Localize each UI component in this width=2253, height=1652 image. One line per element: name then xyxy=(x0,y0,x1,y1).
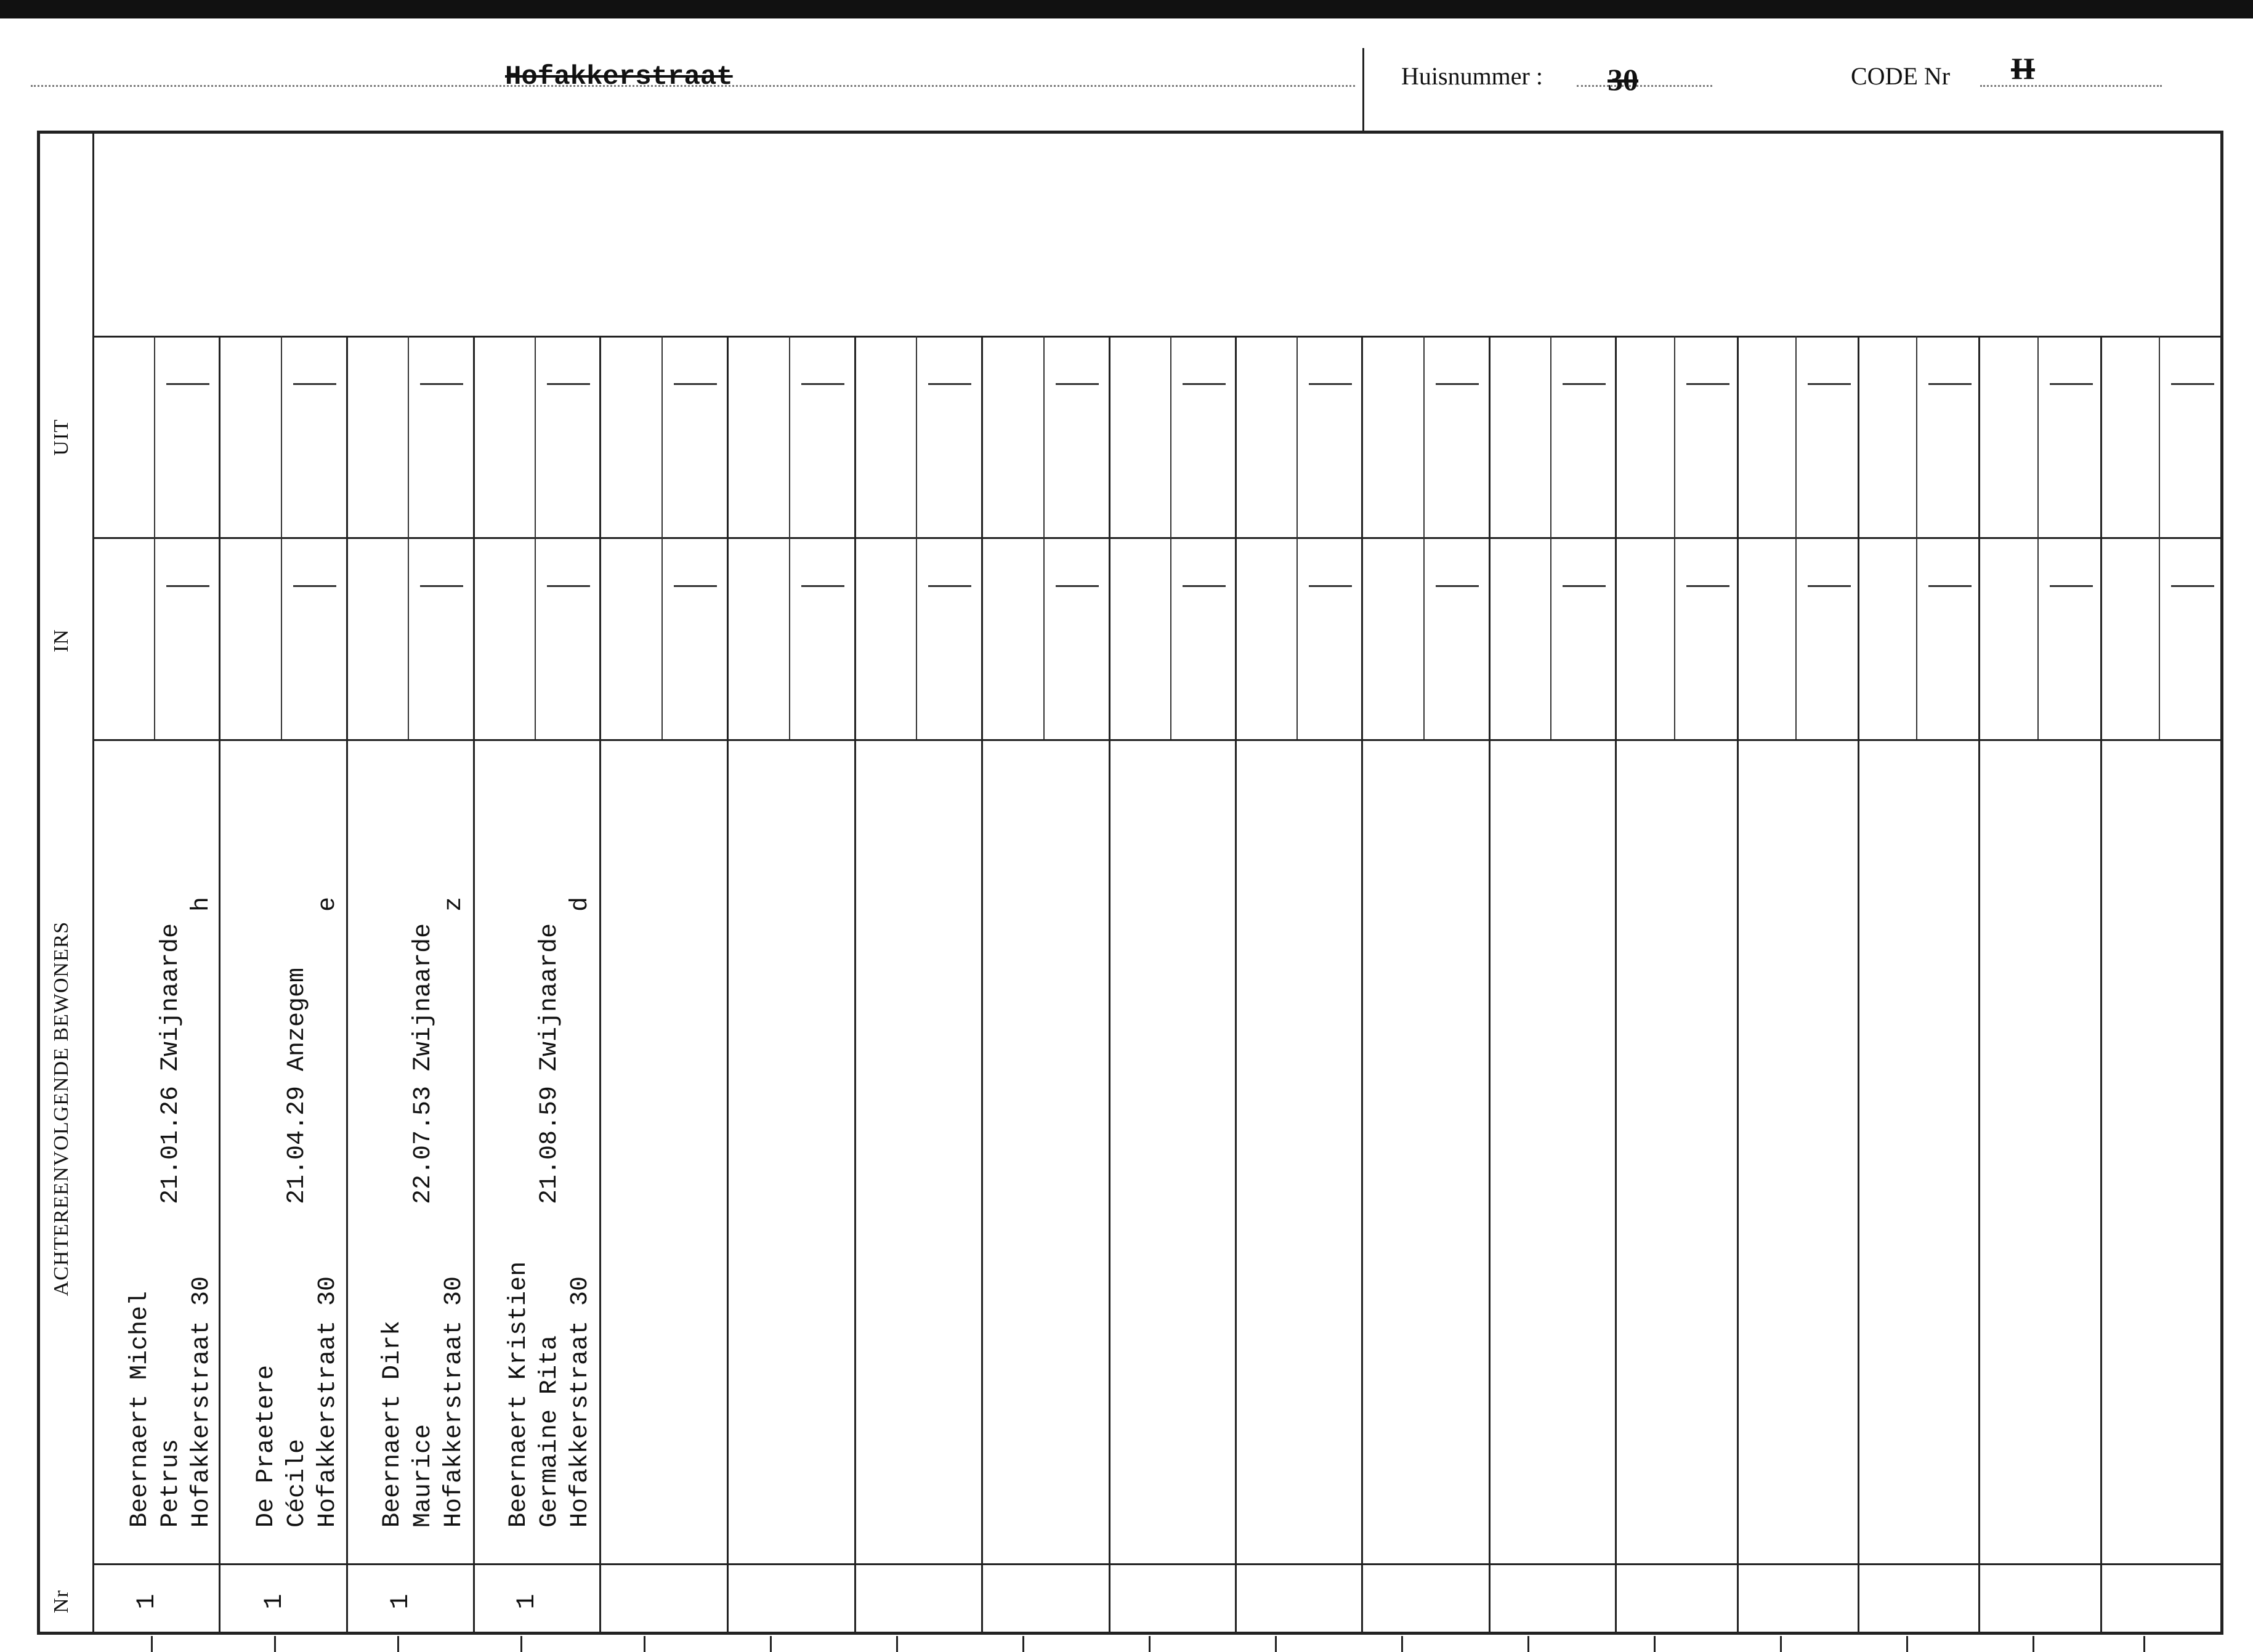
sub-column-divider-2 xyxy=(281,336,282,739)
uit-dash-17 xyxy=(2171,383,2214,385)
uit-dash-15 xyxy=(1928,383,1972,385)
resident-4-name: Beernaert Kristien xyxy=(505,1261,533,1528)
row-divider-in-row-top xyxy=(92,537,2220,539)
house-number: 30 xyxy=(1608,62,1638,97)
in-dash-9 xyxy=(1183,585,1226,587)
in-dash-13 xyxy=(1686,585,1729,587)
uit-dash-12 xyxy=(1563,383,1606,385)
uit-dash-6 xyxy=(801,383,844,385)
column-divider-5 xyxy=(727,336,729,1635)
row-label-nr: Nr xyxy=(50,1590,73,1613)
header-separator xyxy=(1362,48,1364,131)
uit-dash-10 xyxy=(1309,383,1352,385)
column-divider-8 xyxy=(1109,336,1110,1635)
code-label: CODE Nr xyxy=(1851,62,1951,90)
in-dash-7 xyxy=(928,585,971,587)
resident-4-firstname: Germaine Rita xyxy=(536,1335,564,1528)
uit-dash-4 xyxy=(547,383,590,385)
house-number-dotted-line xyxy=(1577,85,1712,87)
resident-1-birth: 21.01.26 Zwijnaarde xyxy=(157,923,185,1204)
uit-dash-8 xyxy=(1056,383,1099,385)
code-dotted-line xyxy=(1980,85,2162,87)
sub-column-divider-5 xyxy=(661,336,663,739)
column-divider-9 xyxy=(1235,336,1237,1635)
in-dash-5 xyxy=(674,585,717,587)
sub-column-divider-1 xyxy=(154,336,155,739)
column-divider-13 xyxy=(1737,336,1739,1635)
resident-3-firstname: Maurice xyxy=(410,1423,437,1528)
row-divider-uit-row-top xyxy=(92,336,2220,338)
resident-1-address: Hofakkerstraat 30 xyxy=(188,1276,216,1528)
sub-column-divider-13 xyxy=(1674,336,1675,739)
column-divider-7 xyxy=(981,336,983,1635)
sub-column-divider-6 xyxy=(789,336,790,739)
in-dash-1 xyxy=(166,585,209,587)
code-number: II xyxy=(2011,51,2035,86)
resident-4-nr: 1 xyxy=(512,1593,541,1609)
resident-1-name: Beernaert Michel xyxy=(126,1290,154,1528)
in-dash-3 xyxy=(420,585,463,587)
sub-column-divider-12 xyxy=(1550,336,1551,739)
resident-1-code: h xyxy=(188,896,216,912)
bottom-tick-14 xyxy=(1780,1636,1782,1652)
row-label-bewoners: ACHTEREENVOLGENDE BEWONERS xyxy=(50,921,73,1297)
row-divider-bewoners-row-top xyxy=(92,739,2220,741)
row-label-uit: UIT xyxy=(50,419,73,456)
in-dash-15 xyxy=(1928,585,1972,587)
bottom-tick-9 xyxy=(1149,1636,1151,1652)
uit-dash-1 xyxy=(166,383,209,385)
bottom-tick-1 xyxy=(151,1636,153,1652)
in-dash-8 xyxy=(1056,585,1099,587)
column-divider-2 xyxy=(346,336,348,1635)
uit-dash-7 xyxy=(928,383,971,385)
bottom-tick-4 xyxy=(520,1636,522,1652)
register-table xyxy=(37,131,2223,1635)
column-divider-4 xyxy=(599,336,601,1635)
resident-3-nr: 1 xyxy=(386,1593,415,1609)
sub-column-divider-4 xyxy=(535,336,536,739)
uit-dash-13 xyxy=(1686,383,1729,385)
resident-4-address: Hofakkerstraat 30 xyxy=(567,1276,594,1528)
bottom-tick-8 xyxy=(1022,1636,1024,1652)
bottom-tick-12 xyxy=(1527,1636,1529,1652)
sub-column-divider-3 xyxy=(408,336,409,739)
in-dash-12 xyxy=(1563,585,1606,587)
resident-4-code: d xyxy=(567,896,594,912)
in-dash-17 xyxy=(2171,585,2214,587)
bottom-tick-5 xyxy=(644,1636,645,1652)
sub-column-divider-9 xyxy=(1170,336,1171,739)
scan-top-border xyxy=(0,0,2253,18)
resident-3-code: z xyxy=(440,896,468,912)
uit-dash-2 xyxy=(293,383,336,385)
in-dash-11 xyxy=(1436,585,1479,587)
in-dash-4 xyxy=(547,585,590,587)
column-divider-15 xyxy=(1978,336,1980,1635)
sub-column-divider-8 xyxy=(1043,336,1045,739)
resident-2-code: e xyxy=(314,896,342,912)
resident-1-nr: 1 xyxy=(132,1593,161,1609)
uit-dash-16 xyxy=(2050,383,2093,385)
in-dash-14 xyxy=(1808,585,1851,587)
resident-2-name: De Praetere xyxy=(253,1364,280,1528)
in-dash-16 xyxy=(2050,585,2093,587)
sub-column-divider-7 xyxy=(916,336,917,739)
column-divider-16 xyxy=(2100,336,2102,1635)
uit-dash-14 xyxy=(1808,383,1851,385)
in-dash-6 xyxy=(801,585,844,587)
row-divider-nr-row-top xyxy=(92,1563,2220,1565)
uit-dash-9 xyxy=(1183,383,1226,385)
uit-dash-5 xyxy=(674,383,717,385)
house-number-label: Huisnummer : xyxy=(1401,62,1543,90)
sub-column-divider-16 xyxy=(2037,336,2039,739)
bottom-tick-7 xyxy=(896,1636,898,1652)
sub-column-divider-17 xyxy=(2159,336,2160,739)
column-divider-14 xyxy=(1858,336,1859,1635)
resident-3-name: Beernaert Dirk xyxy=(379,1320,407,1528)
bottom-tick-3 xyxy=(397,1636,399,1652)
resident-4-birth: 21.08.59 Zwijnaarde xyxy=(536,923,564,1204)
resident-3-address: Hofakkerstraat 30 xyxy=(440,1276,468,1528)
uit-dash-3 xyxy=(420,383,463,385)
bottom-tick-13 xyxy=(1654,1636,1656,1652)
sub-column-divider-15 xyxy=(1916,336,1917,739)
row-label-in: IN xyxy=(50,629,73,652)
sub-column-divider-14 xyxy=(1795,336,1797,739)
column-divider-11 xyxy=(1489,336,1491,1635)
sub-column-divider-10 xyxy=(1296,336,1298,739)
bottom-tick-15 xyxy=(1906,1636,1908,1652)
column-divider-1 xyxy=(219,336,220,1635)
resident-2-firstname: Cécile xyxy=(283,1438,311,1528)
column-divider-12 xyxy=(1615,336,1617,1635)
resident-1-firstname: Petrus xyxy=(157,1438,185,1528)
in-dash-2 xyxy=(293,585,336,587)
uit-dash-11 xyxy=(1436,383,1479,385)
bottom-tick-6 xyxy=(770,1636,772,1652)
resident-2-address: Hofakkerstraat 30 xyxy=(314,1276,342,1528)
label-column-divider xyxy=(92,131,94,1635)
bottom-tick-10 xyxy=(1275,1636,1277,1652)
resident-2-birth: 21.04.29 Anzegem xyxy=(283,967,311,1204)
resident-3-birth: 22.07.53 Zwijnaarde xyxy=(410,923,437,1204)
bottom-tick-11 xyxy=(1401,1636,1403,1652)
resident-2-nr: 1 xyxy=(259,1593,289,1609)
bottom-tick-17 xyxy=(2143,1636,2145,1652)
street-name: Hofakkerstraat xyxy=(505,62,733,92)
column-divider-3 xyxy=(473,336,475,1635)
bottom-tick-16 xyxy=(2033,1636,2034,1652)
column-divider-10 xyxy=(1361,336,1363,1635)
in-dash-10 xyxy=(1309,585,1352,587)
sub-column-divider-11 xyxy=(1423,336,1425,739)
column-divider-6 xyxy=(854,336,856,1635)
bottom-tick-2 xyxy=(274,1636,276,1652)
